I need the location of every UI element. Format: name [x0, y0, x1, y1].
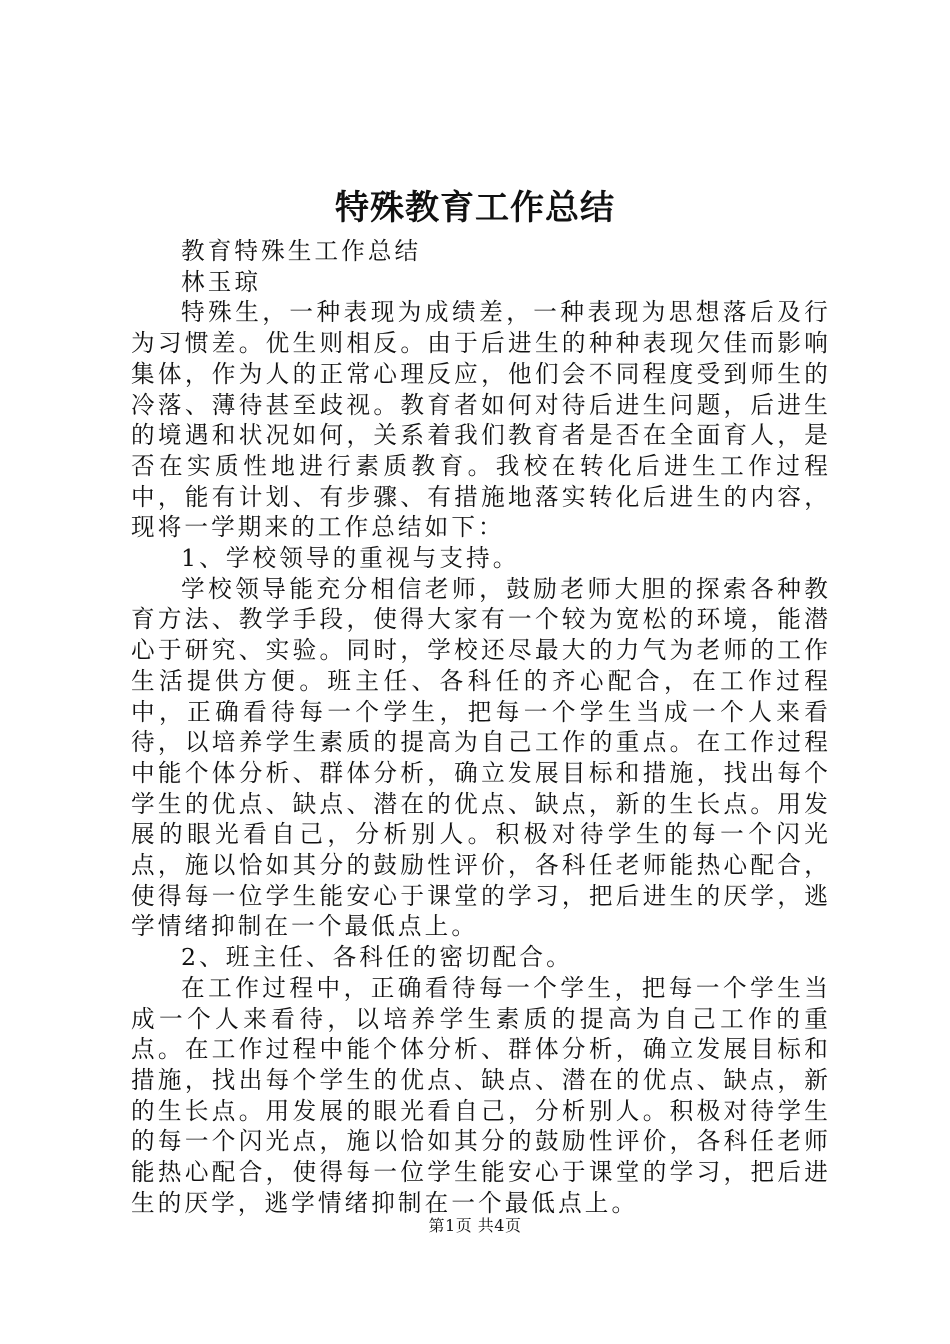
document-body — [131, 236, 831, 1219]
section-heading-1: 1、学校领导的重视与支持。 — [181, 544, 520, 573]
document-title: 特殊教育工作总结 — [335, 188, 615, 228]
section-paragraph-1: 学校领导能充分相信老师，鼓励老师大胆的探索各种教育方法、教学手段，使得大家有一个较为宽松的环境，能潜心于研究、实验。同时，学校还尽最大的力气为老师的工作生活提供方便。班主任、各科任的齐心配合，在工作过程中，正确看待每一个学生，把每一个学生当成一个人来看待，以培养学生素质的提高为自己工作的重点。在工作过程中能个体分析、群体分析，确立发展目标和措施，找出每个学生的优点、缺点、潜在的优点、缺点，新的生长点。用发展的眼光看自己，分析别人。积极对待学生的每一个闪光点，施以恰如其分的鼓励性评价，各科任老师能热心配合，使得每一位学生能安心于课堂的学习，把后进生的厌学，逃学情绪抑制在一个最低点上。 — [131, 574, 831, 941]
intro-paragraph: 特殊生，一种表现为成绩差，一种表现为思想落后及行为习惯差。优生则相反。由于后进生的种种表现欠佳而影响集体，作为人的正常心理反应，他们会不同程度受到师生的冷落、薄待甚至歧视。教育者如何对待后进生问题，后进生的境遇和状况如何，关系着我们教育者是否在全面育人，是否在实质性地进行素质教育。我校在转化后进生工作过程中，能有计划、有步骤、有措施地落实转化后进生的内容，现将一学期来的工作总结如下： — [131, 298, 831, 542]
page-footer: 第1页 共4页 — [428, 1216, 522, 1235]
section-heading-2: 2、班主任、各科任的密切配合。 — [181, 943, 573, 972]
subtitle-paragraph: 教育特殊生工作总结 — [181, 237, 422, 265]
section-paragraph-2: 在工作过程中，正确看待每一个学生，把每一个学生当成一个人来看待，以培养学生素质的提高为自己工作的重点。在工作过程中能个体分析、群体分析，确立发展目标和措施，找出每个学生的优点、缺点、潜在的优点、缺点，新的生长点。用发展的眼光看自己，分析别人。积极对待学生的每一个闪光点，施以恰如其分的鼓励性评价，各科任老师能热心配合，使得每一位学生能安心于课堂的学习，把后进生的厌学，逃学情绪抑制在一个最低点上。 — [131, 973, 831, 1217]
author-paragraph: 林玉琼 — [181, 267, 262, 296]
